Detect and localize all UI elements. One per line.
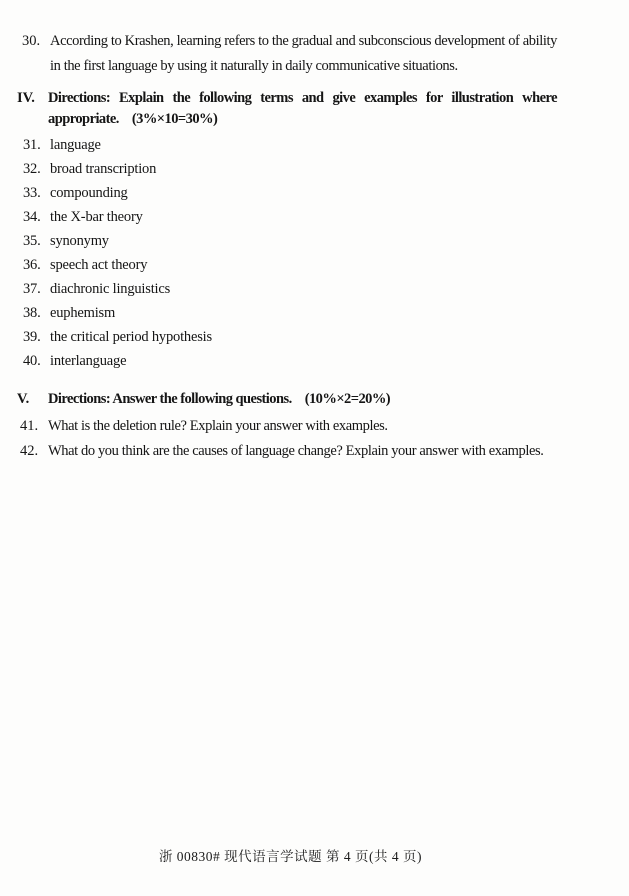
section-v-numeral: V. bbox=[17, 391, 30, 407]
term-item-39 bbox=[23, 325, 557, 349]
term-text: compounding bbox=[50, 185, 128, 201]
question-30 bbox=[22, 29, 557, 79]
question-30-text: According to Krashen, learning refers to the gradual and subconscious development of ability in the first language by using it naturally in daily communicative situations. bbox=[50, 33, 557, 74]
question-41 bbox=[20, 414, 557, 438]
term-number: 33. bbox=[23, 185, 41, 201]
term-text: interlanguage bbox=[50, 353, 127, 369]
term-item-32 bbox=[23, 157, 557, 181]
section-iv-numeral: IV. bbox=[17, 90, 35, 106]
question-41-number: 41. bbox=[20, 418, 39, 434]
question-42-text: What do you think are the causes of language change? Explain your answer with examples. bbox=[48, 443, 544, 459]
term-number: 31. bbox=[23, 137, 41, 153]
section-v-score: (10%×2=20%) bbox=[304, 391, 391, 407]
page-footer: 浙 00830# 现代语言学试题 第 4 页(共 4 页) bbox=[158, 849, 423, 864]
term-text: language bbox=[50, 137, 101, 153]
term-text: diachronic linguistics bbox=[50, 281, 171, 297]
terms-list bbox=[23, 133, 557, 373]
term-item-37 bbox=[23, 277, 557, 301]
page-content bbox=[17, 29, 557, 464]
term-number: 39. bbox=[23, 329, 41, 345]
term-text: speech act theory bbox=[50, 257, 148, 273]
section-iv-directions-text: Directions: Explain the following terms and give examples for illustration where appropriate. bbox=[48, 90, 557, 127]
term-text: the X-bar theory bbox=[50, 209, 143, 225]
term-item-34 bbox=[23, 205, 557, 229]
term-text: euphemism bbox=[50, 305, 116, 321]
section-v-directions bbox=[48, 389, 557, 410]
term-text: the critical period hypothesis bbox=[50, 329, 212, 345]
term-number: 35. bbox=[23, 233, 41, 249]
term-number: 32. bbox=[23, 161, 41, 177]
section-v-heading bbox=[17, 389, 557, 410]
term-number: 36. bbox=[23, 257, 41, 273]
question-30-number: 30. bbox=[22, 33, 41, 49]
question-42 bbox=[20, 438, 557, 464]
section-iv-score: (3%×10=30%) bbox=[131, 111, 218, 127]
term-number: 34. bbox=[23, 209, 41, 225]
term-text: synonymy bbox=[50, 233, 109, 249]
term-number: 38. bbox=[23, 305, 41, 321]
section-iv-heading bbox=[17, 88, 557, 130]
section-iv-directions bbox=[48, 88, 557, 130]
term-item-35 bbox=[23, 229, 557, 253]
question-41-text: What is the deletion rule? Explain your answer with examples. bbox=[48, 418, 388, 434]
section-v-directions-text: Directions: Answer the following questions. bbox=[48, 391, 292, 407]
term-number: 37. bbox=[23, 281, 41, 297]
term-item-40 bbox=[23, 349, 557, 373]
term-item-38 bbox=[23, 301, 557, 325]
term-text: broad transcription bbox=[50, 161, 157, 177]
term-item-36 bbox=[23, 253, 557, 277]
term-number: 40. bbox=[23, 353, 41, 369]
question-42-number: 42. bbox=[20, 443, 39, 459]
term-item-33 bbox=[23, 181, 557, 205]
term-item-31 bbox=[23, 133, 557, 157]
